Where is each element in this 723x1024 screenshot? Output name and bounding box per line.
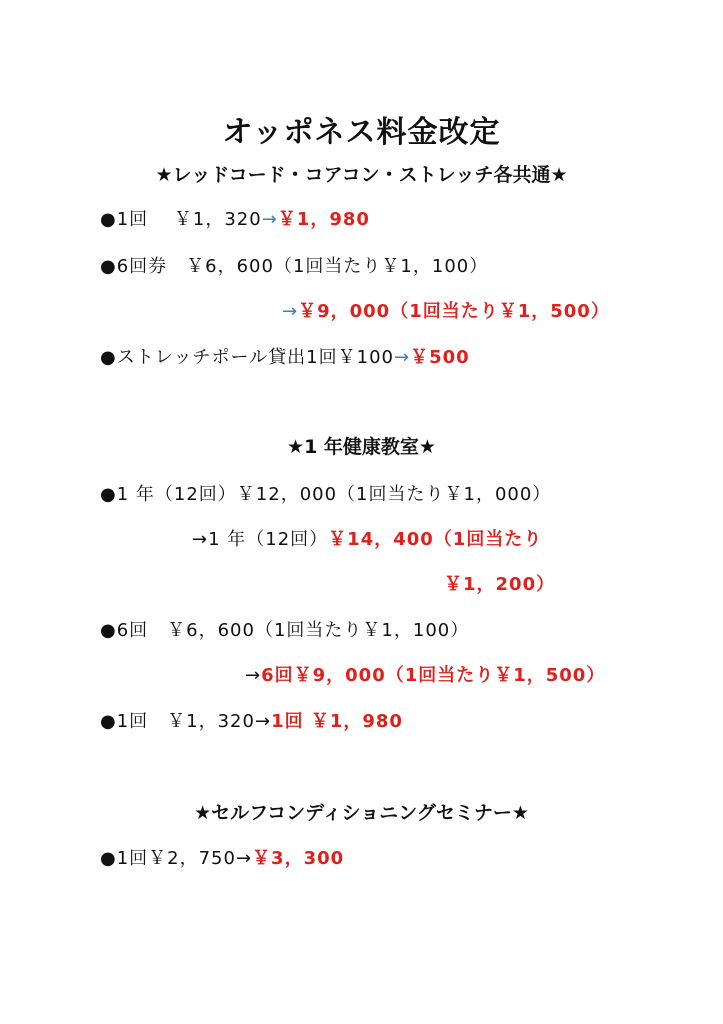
price-line-6-ticket-old <box>100 252 488 278</box>
section-heading-common: ★レッドコード・コアコン・ストレッチ各共通★ <box>155 164 568 186</box>
section-heading-health-class: ★1 年健康教室★ <box>287 436 436 458</box>
price-line-pole-rental <box>100 343 470 369</box>
new-price-text: 6回￥9，000（1回当たり￥1，500） <box>261 665 606 686</box>
old-price-text: ●ストレッチポール貸出1回￥100 <box>100 347 394 368</box>
price-line-single-session <box>100 205 370 231</box>
section-heading-seminar: ★セルフコンディショニングセミナー★ <box>194 802 529 824</box>
new-price-text: ￥1，200） <box>444 574 556 595</box>
price-line-seminar <box>100 844 344 870</box>
old-price-text: ●1回￥2，750→ <box>100 848 253 869</box>
price-line-6-sessions-new <box>245 661 605 687</box>
new-price-text: ￥14，400（1回当たり <box>328 529 543 550</box>
arrow-icon: → <box>393 347 411 368</box>
price-line-1-session <box>100 707 403 733</box>
price-line-yearly-new-cont <box>444 570 555 596</box>
arrow-label-text: →1 年（12回） <box>192 529 329 550</box>
price-line-yearly-old <box>100 480 551 506</box>
old-price-text: ●1回 ￥1，320→ <box>100 711 272 732</box>
price-line-6-sessions-old <box>100 616 469 642</box>
old-price-text: ●1 年（12回）￥12，000（1回当たり￥1，000） <box>100 484 552 505</box>
page-title: オッポネス料金改定 <box>222 115 501 150</box>
price-line-6-ticket-new <box>282 297 610 323</box>
old-price-text: ●6回 ￥6，600（1回当たり￥1，100） <box>100 620 470 641</box>
new-price-text: ￥9，000（1回当たり￥1，500） <box>298 301 610 322</box>
arrow-icon: → <box>245 665 262 686</box>
price-line-yearly-new <box>192 525 542 551</box>
old-price-text: ●6回券 ￥6，600（1回当たり￥1，100） <box>100 256 489 277</box>
new-price-text: ￥1，980 <box>277 209 370 230</box>
arrow-icon: → <box>282 301 299 322</box>
arrow-icon: → <box>261 209 278 230</box>
new-price-text: ￥500 <box>410 347 470 368</box>
new-price-text: ￥3，300 <box>252 848 345 869</box>
new-price-text: 1回 ￥1，980 <box>271 711 403 732</box>
old-price-text: ●1回 ￥1，320 <box>100 209 262 230</box>
